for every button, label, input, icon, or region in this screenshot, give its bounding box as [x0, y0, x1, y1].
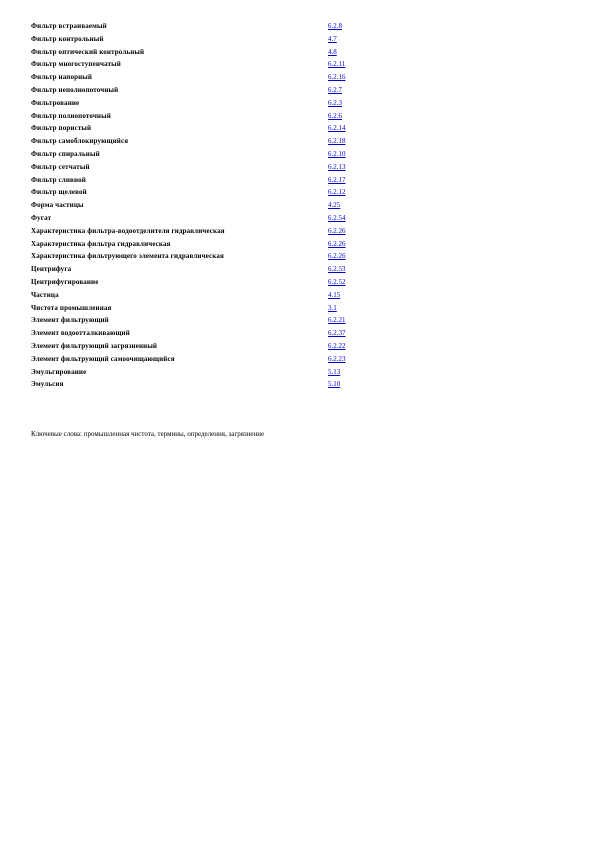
index-table-body	[31, 20, 361, 391]
index-ref-link[interactable]: 6.2.52	[328, 277, 346, 286]
index-row	[31, 71, 361, 84]
index-ref-link[interactable]: 6.2.16	[328, 73, 346, 82]
index-term: Элемент фильтрующий самоочищающийся	[31, 354, 175, 363]
index-term: Фильтр самоблокирующийся	[31, 137, 129, 146]
index-term: Частица	[31, 290, 59, 299]
index-ref-cell	[328, 340, 361, 353]
index-row	[31, 340, 361, 353]
index-ref-link[interactable]: 6.2.14	[328, 124, 346, 133]
index-term: Элемент водоотталкивающий	[31, 329, 130, 338]
index-term: Форма частицы	[31, 201, 84, 210]
index-term: Фильтр неполнопоточный	[31, 85, 119, 94]
index-ref-link[interactable]: 6.2.3	[328, 98, 342, 107]
index-ref-cell	[328, 327, 361, 340]
index-term: Характеристика фильтра-водоотделителя гидравлическая	[31, 226, 225, 235]
index-ref-cell	[328, 225, 361, 238]
index-ref-link[interactable]: 6.2.8	[328, 22, 342, 30]
index-term: Центрифуга	[31, 265, 72, 274]
index-ref-link[interactable]: 6.2.22	[328, 341, 346, 350]
index-ref-cell	[328, 289, 361, 302]
index-row	[31, 199, 361, 212]
index-ref-link[interactable]: 3.1	[328, 303, 337, 312]
index-ref-cell	[328, 199, 361, 212]
index-term: Фильтр сетчатый	[31, 162, 90, 171]
index-ref-link[interactable]: 6.2.13	[328, 162, 346, 171]
index-ref-link[interactable]: 6.2.23	[328, 354, 346, 363]
index-term: Фильтр пористый	[31, 124, 92, 133]
index-ref-cell	[328, 366, 361, 379]
index-ref-cell	[328, 46, 361, 59]
index-term: Фильтр сливной	[31, 175, 86, 184]
keywords-line: Ключевые слова: промышленная чистота, термины, определения, загрязнение	[31, 430, 265, 438]
index-row	[31, 212, 361, 225]
index-ref-link[interactable]: 4.15	[328, 290, 341, 299]
index-row	[31, 161, 361, 174]
index-term: Эмульсия	[31, 380, 64, 389]
index-ref-link[interactable]: 6.2.10	[328, 149, 346, 158]
index-ref-cell	[328, 378, 361, 391]
index-ref-cell	[328, 161, 361, 174]
index-row	[31, 276, 361, 289]
index-ref-cell	[328, 97, 361, 110]
index-ref-link[interactable]: 6.2.26	[328, 252, 346, 261]
index-ref-link[interactable]: 6.2.21	[328, 316, 346, 325]
index-ref-link[interactable]: 4.7	[328, 34, 337, 43]
index-ref-cell	[328, 33, 361, 46]
index-row	[31, 33, 361, 46]
index-row	[31, 378, 361, 391]
index-row	[31, 238, 361, 251]
index-term: Фильтр контрольный	[31, 34, 104, 43]
index-ref-cell	[328, 148, 361, 161]
index-row	[31, 174, 361, 187]
index-term: Центрифугирование	[31, 277, 99, 286]
index-term: Фильтрование	[31, 98, 80, 107]
index-ref-cell	[328, 20, 361, 33]
index-ref-cell	[328, 238, 361, 251]
index-row	[31, 314, 361, 327]
index-row	[31, 110, 361, 123]
index-ref-link[interactable]: 6.2.37	[328, 329, 346, 338]
index-ref-link[interactable]: 6.2.26	[328, 239, 346, 248]
index-ref-cell	[328, 174, 361, 187]
index-row	[31, 84, 361, 97]
index-row	[31, 250, 361, 263]
index-term: Фильтр многоступенчатый	[31, 60, 121, 69]
index-row	[31, 135, 361, 148]
index-term: Фильтр оптический контрольный	[31, 47, 145, 56]
index-ref-cell	[328, 263, 361, 276]
index-ref-cell	[328, 302, 361, 315]
index-row	[31, 46, 361, 59]
index-row	[31, 263, 361, 276]
index-term: Фильтр полнопоточный	[31, 111, 111, 120]
index-ref-link[interactable]: 6.2.17	[328, 175, 346, 184]
index-ref-link[interactable]: 4.25	[328, 201, 341, 210]
index-term: Характеристика фильтрующего элемента гидравлическая	[31, 252, 224, 261]
index-ref-cell	[328, 276, 361, 289]
index-ref-cell	[328, 71, 361, 84]
index-ref-link[interactable]: 6.2.6	[328, 111, 342, 120]
index-ref-link[interactable]: 6.2.53	[328, 265, 346, 274]
index-ref-link[interactable]: 6.2.11	[328, 60, 346, 69]
index-ref-cell	[328, 135, 361, 148]
index-row	[31, 148, 361, 161]
index-row	[31, 122, 361, 135]
index-ref-link[interactable]: 6.2.18	[328, 137, 346, 146]
index-ref-cell	[328, 212, 361, 225]
index-ref-link[interactable]: 4.8	[328, 47, 337, 56]
index-row	[31, 327, 361, 340]
index-row	[31, 97, 361, 110]
index-term: Эмульгирование	[31, 367, 87, 376]
index-ref-link[interactable]: 6.2.12	[328, 188, 346, 197]
index-term: Фильтр встраиваемый	[31, 22, 107, 30]
index-ref-link[interactable]: 6.2.54	[328, 213, 346, 222]
index-ref-cell	[328, 186, 361, 199]
index-term: Чистота промышленная	[31, 303, 112, 312]
index-ref-cell	[328, 314, 361, 327]
index-row	[31, 353, 361, 366]
index-ref-cell	[328, 58, 361, 71]
index-row	[31, 366, 361, 379]
index-ref-link[interactable]: 6.2.7	[328, 85, 342, 94]
index-ref-link[interactable]: 5.10	[328, 380, 341, 389]
index-ref-cell	[328, 250, 361, 263]
index-term: Элемент фильтрующий	[31, 316, 109, 325]
index-row	[31, 225, 361, 238]
index-row	[31, 20, 361, 33]
index-ref-link[interactable]: 5.13	[328, 367, 341, 376]
index-ref-cell	[328, 84, 361, 97]
index-ref-cell	[328, 110, 361, 123]
index-row	[31, 186, 361, 199]
alphabetical-index-table	[31, 20, 361, 391]
index-ref-cell	[328, 122, 361, 135]
index-ref-link[interactable]: 6.2.26	[328, 226, 346, 235]
index-term: Фильтр щелевой	[31, 188, 87, 197]
index-term: Фильтр спиральный	[31, 149, 100, 158]
index-row	[31, 302, 361, 315]
index-term: Характеристика фильтра гидравлическая	[31, 239, 171, 248]
index-term: Элемент фильтрующий загрязненный	[31, 341, 158, 350]
index-row	[31, 289, 361, 302]
index-term: Фильтр напорный	[31, 73, 93, 82]
index-ref-cell	[328, 353, 361, 366]
index-term: Фугат	[31, 213, 52, 222]
index-row	[31, 58, 361, 71]
